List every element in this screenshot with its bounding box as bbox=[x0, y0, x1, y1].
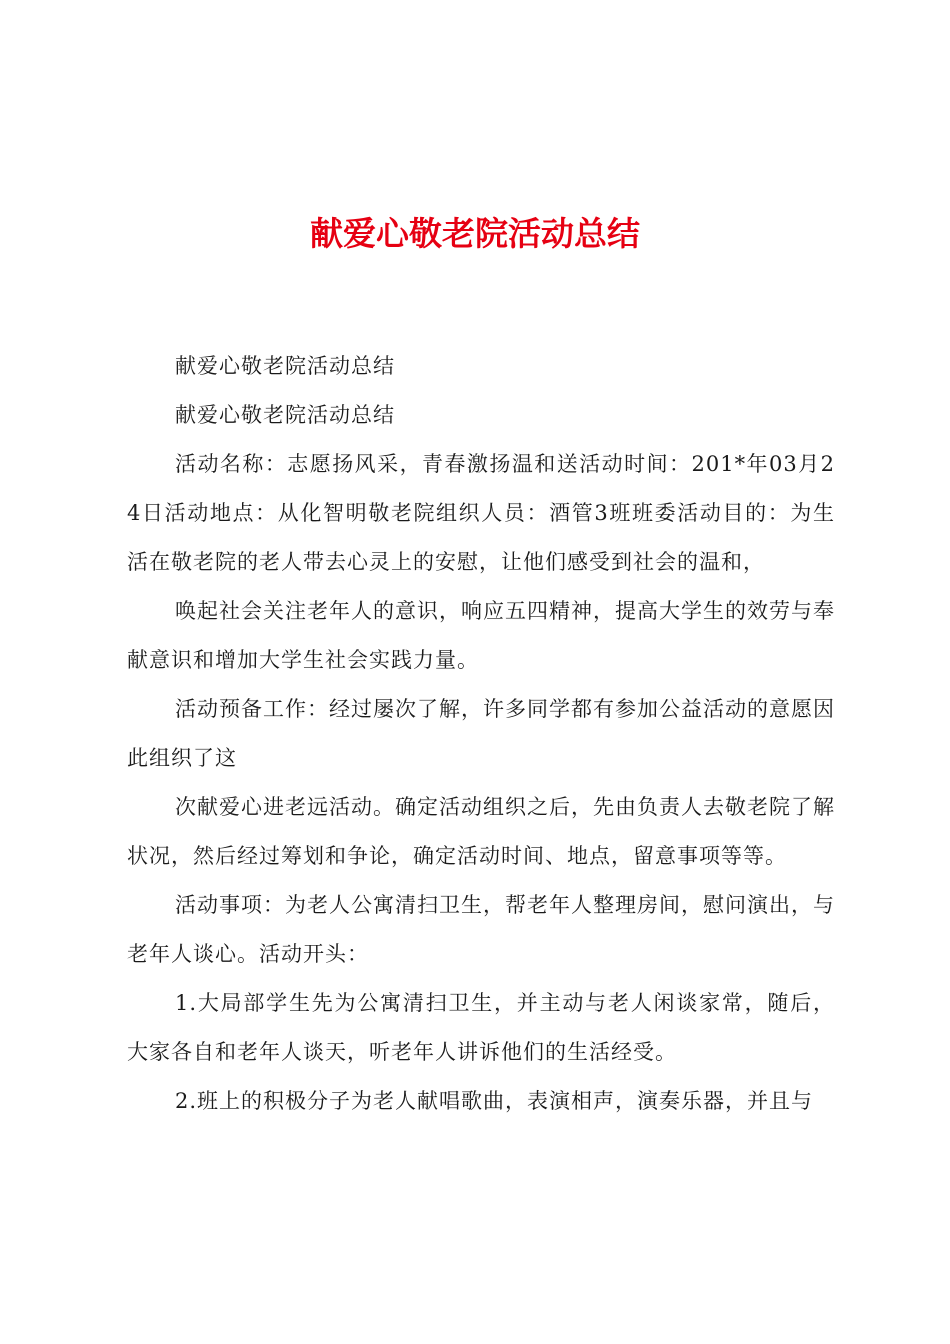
body-paragraph: 次献爱心进老远活动。确定活动组织之后，先由负责人去敬老院了解状况，然后经过筹划和争论，确定活动时间、地点，留意事项等等。 bbox=[127, 795, 835, 868]
document-title: 献爱心敬老院活动总结 bbox=[310, 214, 640, 253]
body-paragraph: 献爱心敬老院活动总结 bbox=[175, 354, 395, 378]
body-paragraph: 献爱心敬老院活动总结 bbox=[175, 403, 395, 427]
body-paragraph: 2.班上的积极分子为老人献唱歌曲，表演相声，演奏乐器，并且与 bbox=[175, 1089, 814, 1113]
document-body bbox=[127, 342, 835, 1126]
body-paragraph: 1.大局部学生先为公寓清扫卫生，并主动与老人闲谈家常，随后，大家各自和老年人谈天，听老年人讲诉他们的生活经受。 bbox=[127, 991, 835, 1064]
body-paragraph: 活动预备工作：经过屡次了解，许多同学都有参加公益活动的意愿因此组织了这 bbox=[127, 697, 835, 770]
body-paragraph: 唤起社会关注老年人的意识，响应五四精神，提高大学生的效劳与奉献意识和增加大学生社会实践力量。 bbox=[127, 599, 835, 672]
body-paragraph: 活动事项：为老人公寓清扫卫生，帮老年人整理房间，慰问演出，与老年人谈心。活动开头： bbox=[127, 893, 835, 966]
body-paragraph: 活动名称：志愿扬风采，青春激扬温和送活动时间：201*年03月24日活动地点：从化智明敬老院组织人员：酒管3班班委活动目的：为生活在敬老院的老人带去心灵上的安慰，让他们感受到社会的温和， bbox=[127, 452, 835, 574]
